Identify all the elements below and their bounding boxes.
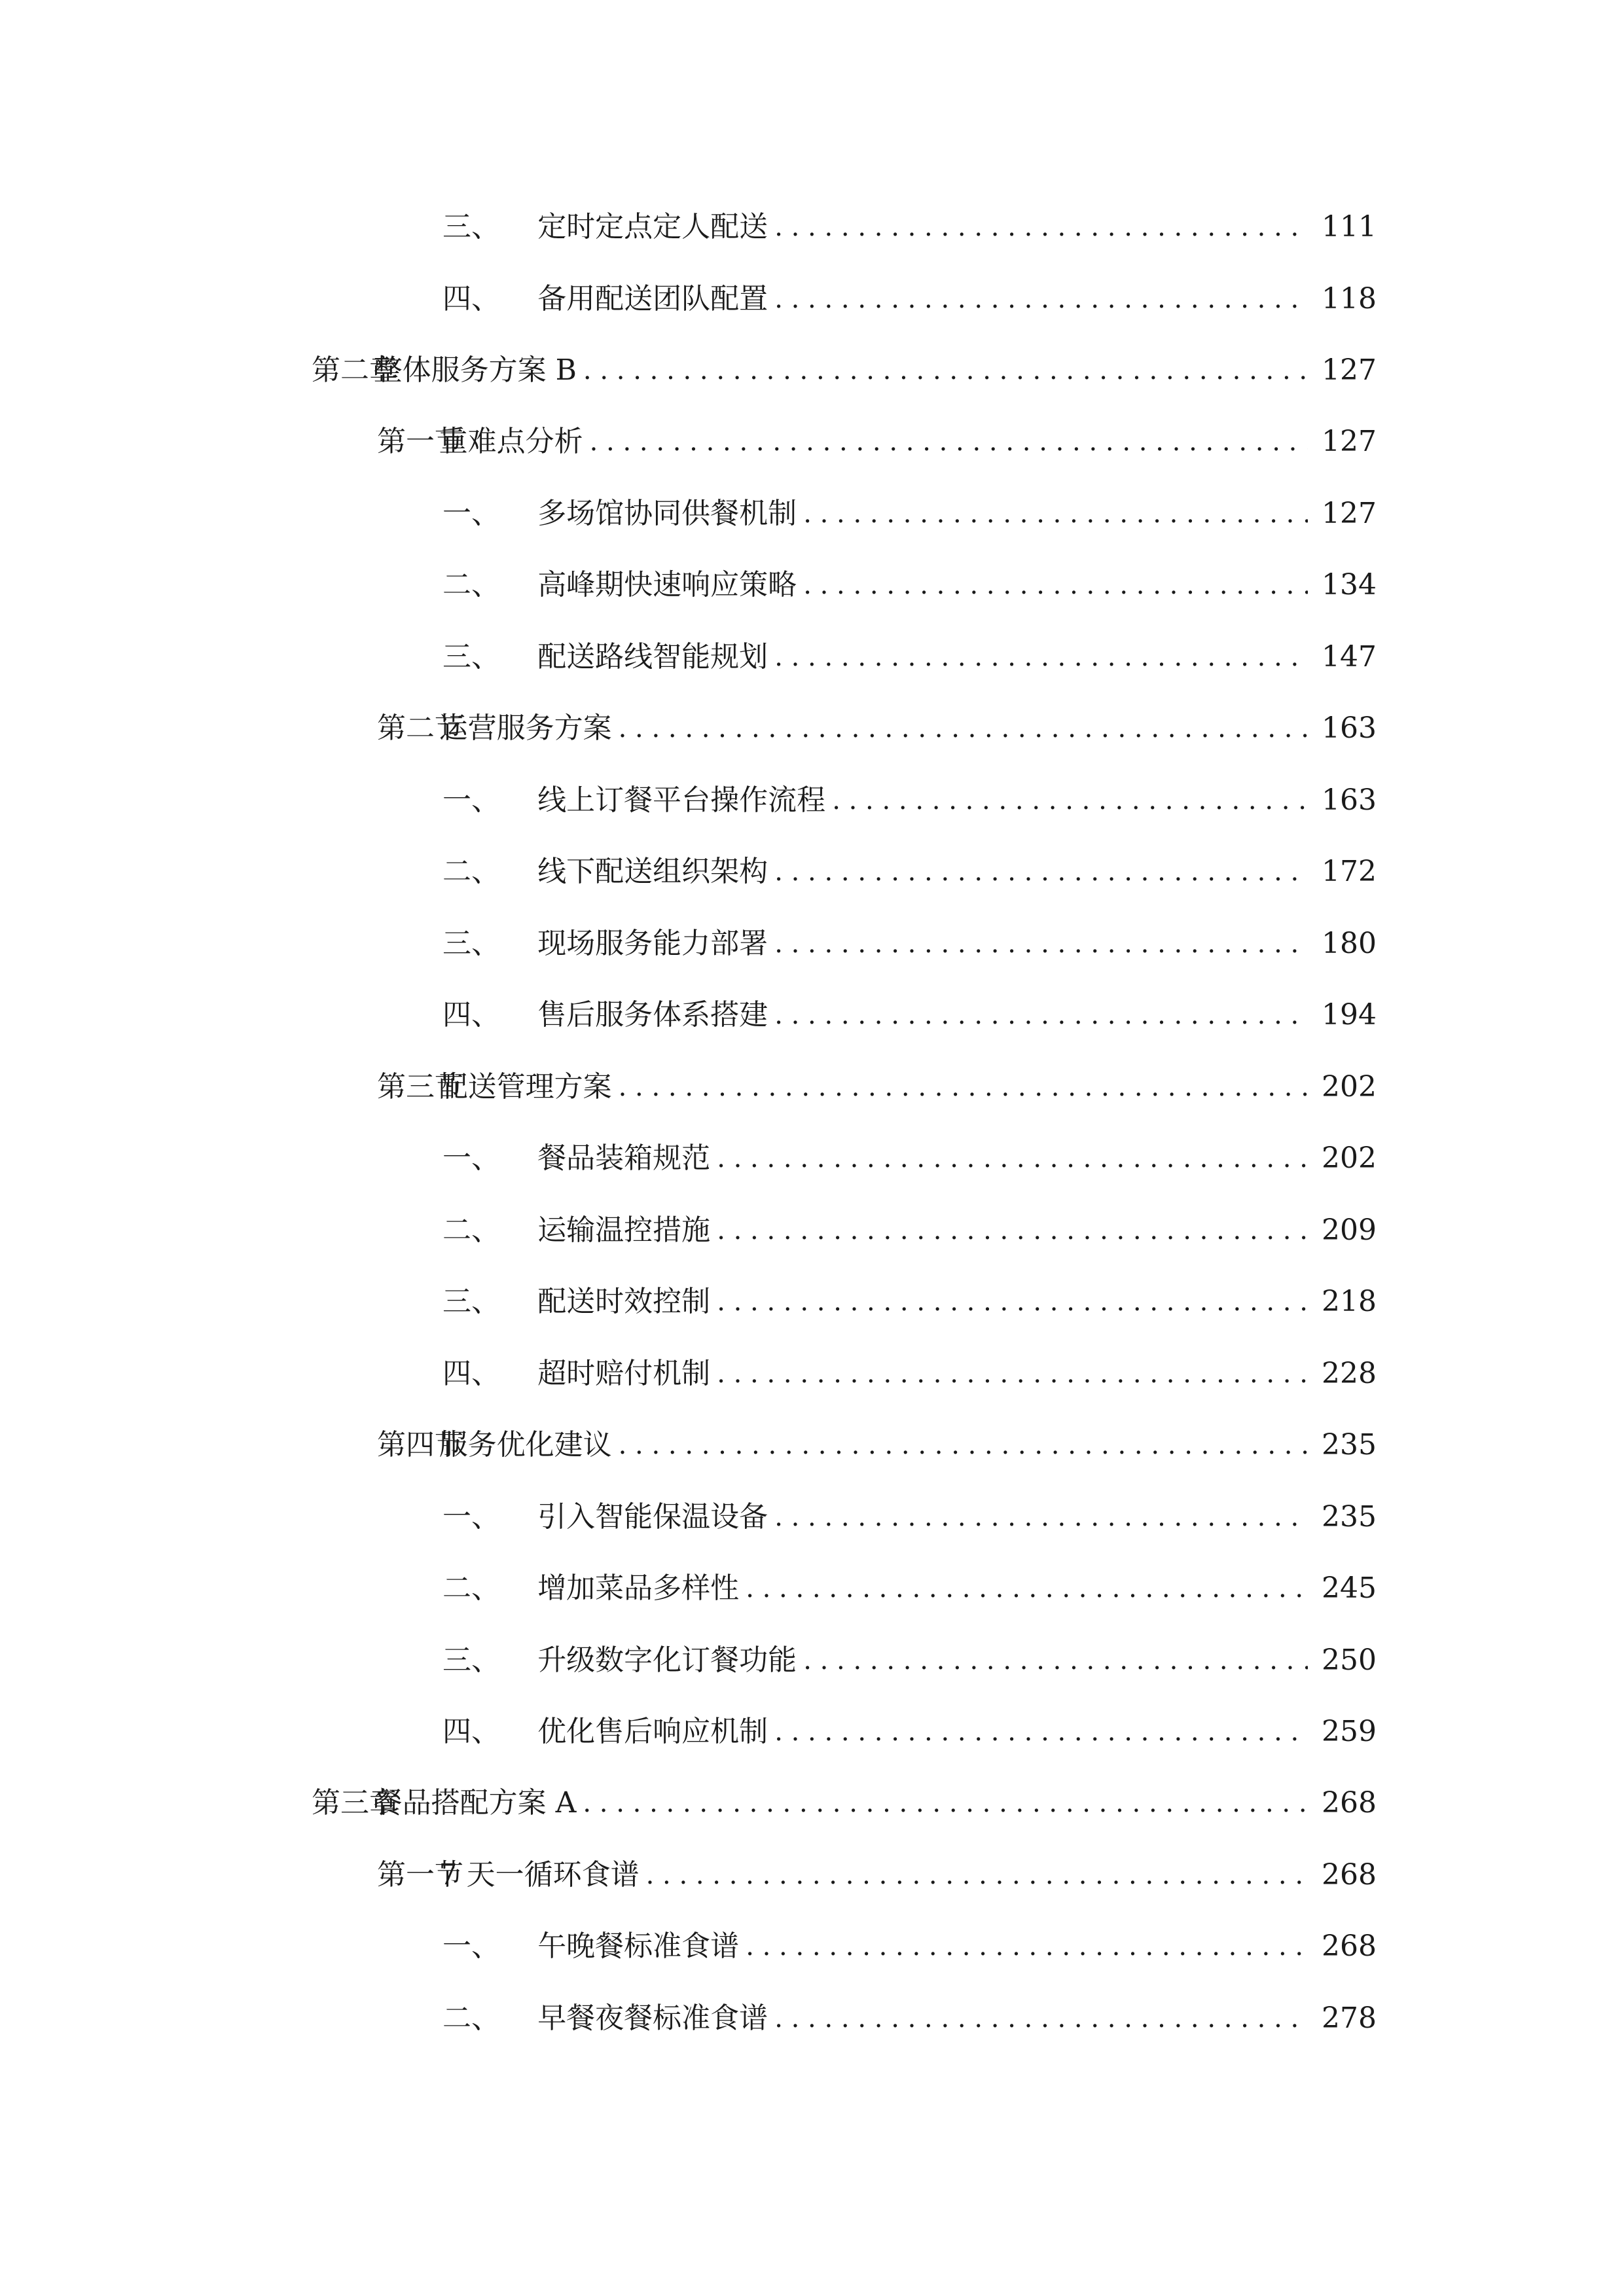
toc-entry-page: 209 [1322, 1213, 1377, 1247]
toc-entry[interactable] [442, 1638, 1377, 1683]
toc-entry-number: 第一节 [377, 1858, 463, 1892]
toc-leader-dots [746, 1924, 1308, 1969]
toc-entry[interactable] [442, 1136, 1377, 1181]
toc-entry-page: 259 [1322, 1715, 1377, 1748]
toc-entry-page: 147 [1322, 640, 1377, 673]
toc-entry-number: 第一节 [377, 425, 463, 458]
toc-entry-page: 228 [1322, 1357, 1377, 1390]
toc-entry[interactable] [442, 1924, 1377, 1969]
toc-leader-dots [774, 1709, 1308, 1755]
toc-entry-number: 二、 [442, 1213, 500, 1247]
toc-entry-page: 218 [1322, 1285, 1377, 1318]
toc-leader-dots [832, 778, 1308, 823]
toc-entry-number: 三、 [442, 210, 500, 243]
toc-entry-page: 250 [1322, 1643, 1377, 1677]
toc-leader-dots [774, 634, 1308, 680]
toc-entry-title: 线上订餐平台操作流程 [537, 783, 826, 817]
toc-entry[interactable] [442, 562, 1377, 608]
toc-entry-title: 引入智能保温设备 [537, 1500, 768, 1534]
toc-entry[interactable] [442, 921, 1377, 967]
toc-entry-title: 餐品搭配方案 A [373, 1786, 577, 1820]
toc-leader-dots [619, 1422, 1308, 1468]
toc-entry-page: 111 [1322, 210, 1377, 243]
toc-entry-page: 268 [1322, 1858, 1377, 1892]
toc-entry-title: 餐品装箱规范 [537, 1141, 711, 1175]
toc-entry-title: 整体服务方案 B [373, 353, 577, 387]
toc-entry-title: 线下配送组织架构 [537, 855, 768, 888]
toc-leader-dots [717, 1279, 1308, 1325]
toc-leader-dots [590, 419, 1308, 465]
toc-entry-title: 现场服务能力部署 [537, 927, 768, 960]
toc-entry-title: 早餐夜餐标准食谱 [537, 2001, 768, 2035]
toc-entry-title: 定时定点定人配送 [537, 210, 768, 243]
toc-entry-section[interactable] [377, 419, 1377, 465]
toc-leader-dots [774, 849, 1308, 895]
toc-entry-page: 194 [1322, 998, 1377, 1031]
toc-entry-page: 127 [1322, 497, 1377, 530]
toc-entry-number: 四、 [442, 998, 500, 1031]
toc-leader-dots [774, 204, 1308, 250]
toc-entry-section[interactable] [377, 1422, 1377, 1468]
toc-entry-number: 第三章 [312, 1786, 398, 1820]
toc-entry-number: 第四节 [377, 1428, 463, 1462]
toc-entry[interactable] [442, 1996, 1377, 2041]
toc-entry-title: 优化售后响应机制 [537, 1715, 768, 1748]
toc-entry-page: 118 [1322, 282, 1377, 315]
toc-entry[interactable] [442, 1494, 1377, 1540]
toc-leader-dots [774, 1494, 1308, 1540]
toc-entry-number: 一、 [442, 497, 500, 530]
toc-entry-chapter[interactable] [312, 1780, 1377, 1826]
toc-entry-page: 278 [1322, 2001, 1377, 2035]
toc-leader-dots [774, 921, 1308, 967]
toc-leader-dots [619, 706, 1308, 751]
toc-entry-page: 163 [1322, 711, 1377, 745]
toc-entry[interactable] [442, 276, 1377, 322]
toc-leader-dots [774, 276, 1308, 322]
toc-entry[interactable] [442, 634, 1377, 680]
toc-entry-title: 升级数字化订餐功能 [537, 1643, 797, 1677]
toc-entry-number: 四、 [442, 1357, 500, 1390]
toc-entry-title: 配送时效控制 [537, 1285, 711, 1318]
toc-leader-dots [583, 1780, 1308, 1826]
toc-entry-page: 202 [1322, 1141, 1377, 1175]
toc-leader-dots [619, 1064, 1308, 1110]
toc-entry-title: 运输温控措施 [537, 1213, 711, 1247]
toc-entry-number: 三、 [442, 927, 500, 960]
toc-entry-page: 163 [1322, 783, 1377, 817]
toc-entry-page: 202 [1322, 1070, 1377, 1103]
toc-entry-number: 三、 [442, 1285, 500, 1318]
toc-entry-number: 二、 [442, 855, 500, 888]
toc-entry-page: 235 [1322, 1500, 1377, 1534]
toc-entry[interactable] [442, 1208, 1377, 1253]
toc-entry-title: 7 天一循环食谱 [439, 1858, 640, 1892]
toc-entry[interactable] [442, 204, 1377, 250]
toc-entry-title: 多场馆协同供餐机制 [537, 497, 797, 530]
toc-entry-title: 重难点分析 [439, 425, 583, 458]
toc-entry-page: 268 [1322, 1929, 1377, 1963]
toc-entry[interactable] [442, 849, 1377, 895]
toc-leader-dots [717, 1208, 1308, 1253]
toc-entry-page: 127 [1322, 353, 1377, 387]
toc-entry-page: 245 [1322, 1571, 1377, 1605]
toc-entry-title: 服务优化建议 [439, 1428, 612, 1462]
toc-leader-dots [583, 348, 1308, 393]
toc-entry[interactable] [442, 1279, 1377, 1325]
toc-entry-number: 第二章 [312, 353, 398, 387]
toc-entry-title: 超时赔付机制 [537, 1357, 711, 1390]
toc-entry-section[interactable] [377, 706, 1377, 751]
toc-entry-page: 268 [1322, 1786, 1377, 1820]
toc-entry-title: 运营服务方案 [439, 711, 612, 745]
toc-leader-dots [774, 992, 1308, 1038]
toc-entry-number: 二、 [442, 2001, 500, 2035]
toc-entry[interactable] [442, 1709, 1377, 1755]
toc-entry-page: 180 [1322, 927, 1377, 960]
toc-entry[interactable] [442, 992, 1377, 1038]
toc-entry-number: 一、 [442, 1929, 500, 1963]
toc-entry-number: 三、 [442, 1643, 500, 1677]
toc-leader-dots [803, 562, 1308, 608]
toc-leader-dots [774, 1996, 1308, 2041]
toc-entry-number: 一、 [442, 1141, 500, 1175]
toc-leader-dots [803, 1638, 1308, 1683]
toc-entry[interactable] [442, 778, 1377, 823]
toc-entry-page: 127 [1322, 425, 1377, 458]
toc-entry-number: 一、 [442, 783, 500, 817]
toc-entry-number: 一、 [442, 1500, 500, 1534]
toc-leader-dots [803, 491, 1308, 537]
toc-entry-title: 午晚餐标准食谱 [537, 1929, 740, 1963]
toc-entry-number: 二、 [442, 1571, 500, 1605]
toc-entry-number: 四、 [442, 282, 500, 315]
toc-entry-title: 增加菜品多样性 [537, 1571, 740, 1605]
toc-entry-title: 高峰期快速响应策略 [537, 568, 797, 601]
toc-entry-chapter[interactable] [312, 348, 1377, 393]
toc-entry-number: 四、 [442, 1715, 500, 1748]
toc-entry-number: 三、 [442, 640, 500, 673]
toc-entry-page: 235 [1322, 1428, 1377, 1462]
toc-entry-section[interactable] [377, 1064, 1377, 1110]
toc-entry-number: 第二节 [377, 711, 463, 745]
toc-entry-section[interactable] [377, 1852, 1377, 1898]
toc-entry[interactable] [442, 1351, 1377, 1397]
toc-leader-dots [717, 1136, 1308, 1181]
toc-entry[interactable] [442, 1566, 1377, 1611]
toc-leader-dots [717, 1351, 1308, 1397]
toc-entry[interactable] [442, 491, 1377, 537]
toc-entry-title: 售后服务体系搭建 [537, 998, 768, 1031]
toc-entry-number: 第三节 [377, 1070, 463, 1103]
toc-entry-number: 二、 [442, 568, 500, 601]
toc-entry-page: 172 [1322, 855, 1377, 888]
toc-leader-dots [646, 1852, 1308, 1898]
toc-entry-title: 配送管理方案 [439, 1070, 612, 1103]
toc-entry-title: 配送路线智能规划 [537, 640, 768, 673]
toc-entry-title: 备用配送团队配置 [537, 282, 768, 315]
toc-leader-dots [746, 1566, 1308, 1611]
toc-entry-page: 134 [1322, 568, 1377, 601]
